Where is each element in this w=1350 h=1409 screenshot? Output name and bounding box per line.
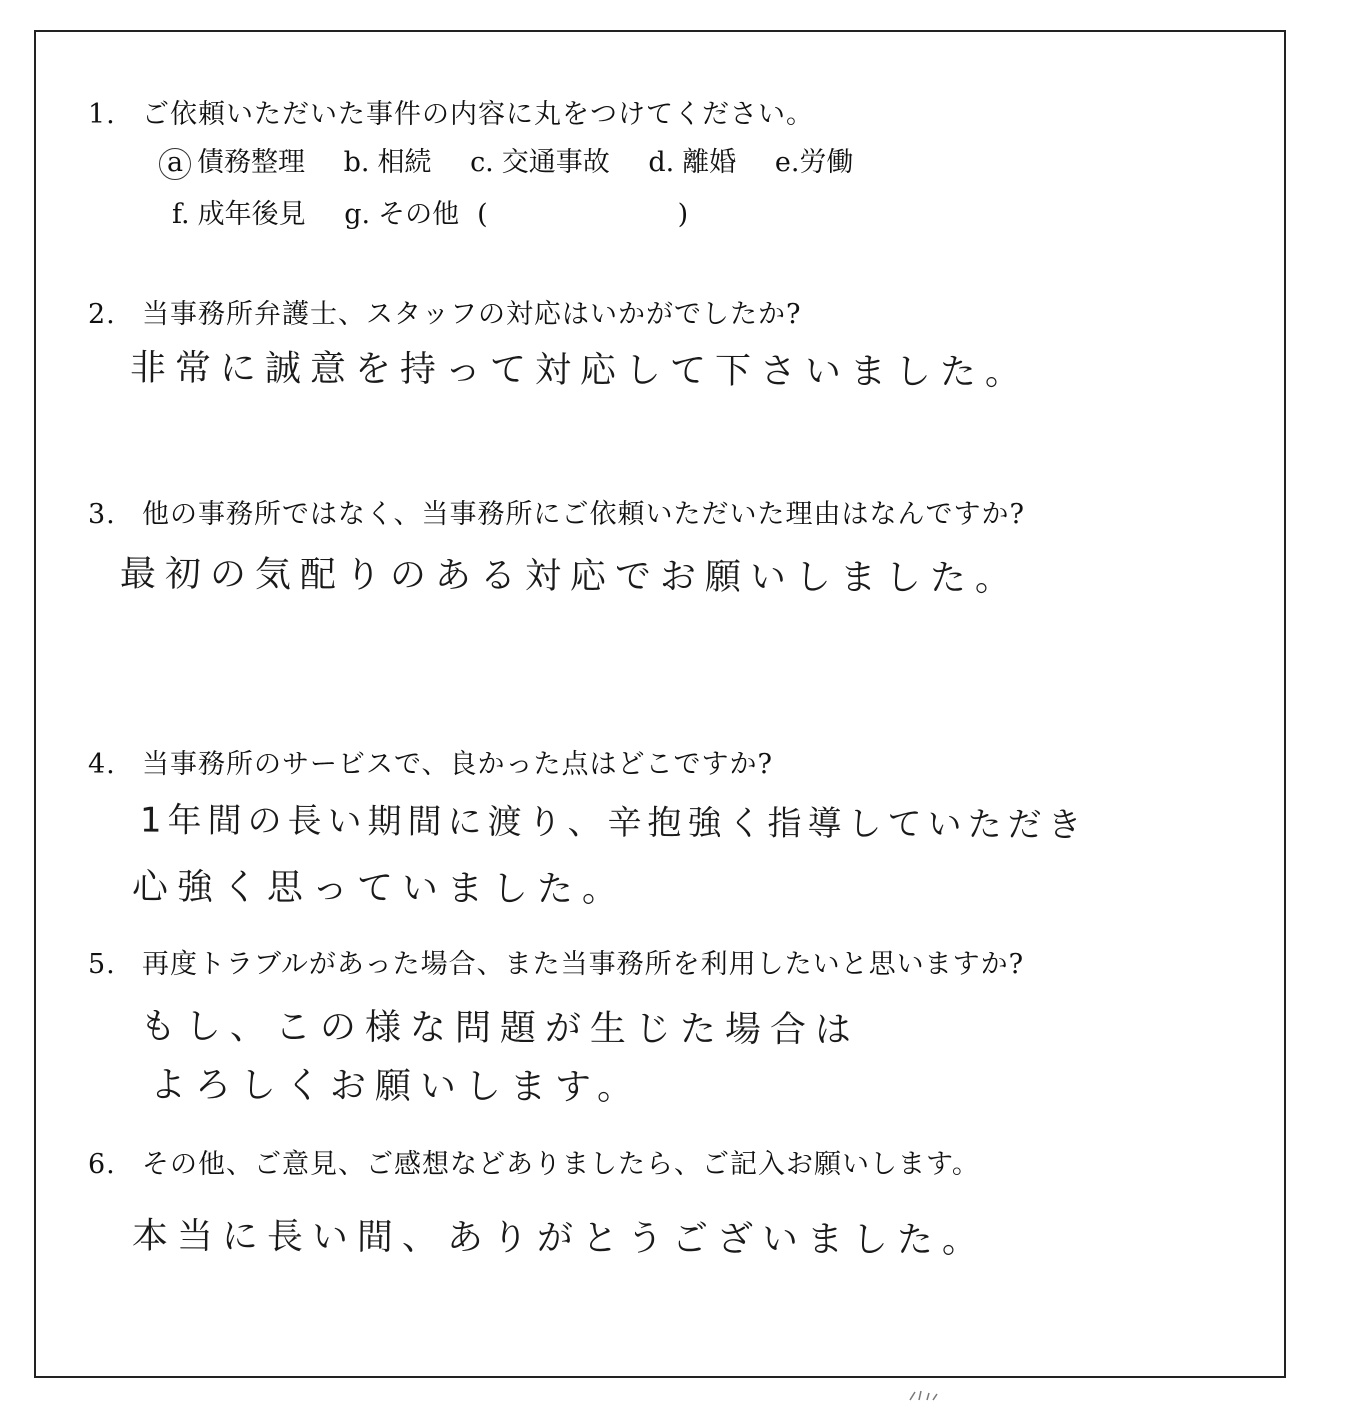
- option-label: 離婚: [682, 147, 737, 178]
- option-label: その他: [378, 199, 460, 230]
- question-number: 5.: [88, 949, 116, 980]
- question-4: [88, 742, 773, 781]
- answer-4-line-2: 心強く思っていました。: [131, 866, 628, 911]
- option-label: 労働: [799, 147, 854, 178]
- option-letter: d.: [648, 147, 675, 178]
- question-text: ご依頼いただいた事件の内容に丸をつけてください。: [142, 99, 814, 130]
- question-6: [88, 1142, 980, 1181]
- option-label: 交通事故: [501, 147, 610, 178]
- option-f[interactable]: [172, 192, 306, 231]
- option-letter: c.: [470, 147, 494, 178]
- option-label: 債務整理: [197, 147, 305, 178]
- option-label: 相続: [377, 147, 432, 178]
- option-e[interactable]: [775, 140, 854, 179]
- answer-4-line-1: 1年間の長い期間に渡り、辛抱強く指導していただき: [139, 800, 1088, 846]
- option-b[interactable]: [344, 140, 432, 179]
- option-letter: b.: [343, 147, 370, 178]
- question-text: 他の事務所ではなく、当事務所にご依頼いただいた理由はなんですか?: [142, 499, 1025, 530]
- option-letter: a: [159, 148, 191, 180]
- option-a[interactable]: [165, 140, 305, 180]
- option-c[interactable]: [470, 140, 610, 179]
- scan-speck-mark: [905, 1388, 945, 1402]
- answer-5-line-1: もし、この様な問題が生じた場合は: [139, 1006, 861, 1051]
- answer-2-line-1: 非常に誠意を持って対応して下さいました。: [129, 347, 1031, 394]
- case-options-row-1: [165, 140, 883, 180]
- other-open-paren: (: [477, 199, 488, 230]
- question-2: [88, 292, 801, 331]
- question-text: 当事務所のサービスで、良かった点はどこですか?: [142, 749, 773, 780]
- question-3: [88, 492, 1025, 531]
- other-close-paren: ): [677, 199, 689, 230]
- question-number: 2.: [88, 299, 116, 330]
- answer-5-line-2: よろしくお願いします。: [149, 1064, 643, 1109]
- option-letter: f.: [172, 199, 190, 230]
- answer-3-line-1: 最初の気配りのある対応でお願いしました。: [119, 553, 1021, 600]
- option-g[interactable]: [344, 192, 688, 231]
- case-options-row-2: [172, 192, 718, 231]
- question-text: その他、ご意見、ご感想などありましたら、ご記入お願いします。: [142, 1149, 980, 1180]
- question-5: [88, 942, 1024, 981]
- question-text: 再度トラブルがあった場合、また当事務所を利用したいと思いますか?: [142, 949, 1025, 980]
- option-letter: e.: [774, 147, 800, 178]
- question-1: [88, 92, 814, 131]
- question-number: 3.: [88, 499, 116, 530]
- option-label: 成年後見: [197, 199, 306, 230]
- question-number: 4.: [88, 749, 116, 780]
- option-d[interactable]: [648, 140, 736, 179]
- question-number: 6.: [88, 1149, 116, 1180]
- question-number: 1.: [88, 99, 116, 130]
- answer-6-line-1: 本当に長い間、ありがとうございました。: [131, 1215, 988, 1262]
- question-text: 当事務所弁護士、スタッフの対応はいかがでしたか?: [142, 299, 802, 330]
- option-letter: g.: [344, 199, 371, 230]
